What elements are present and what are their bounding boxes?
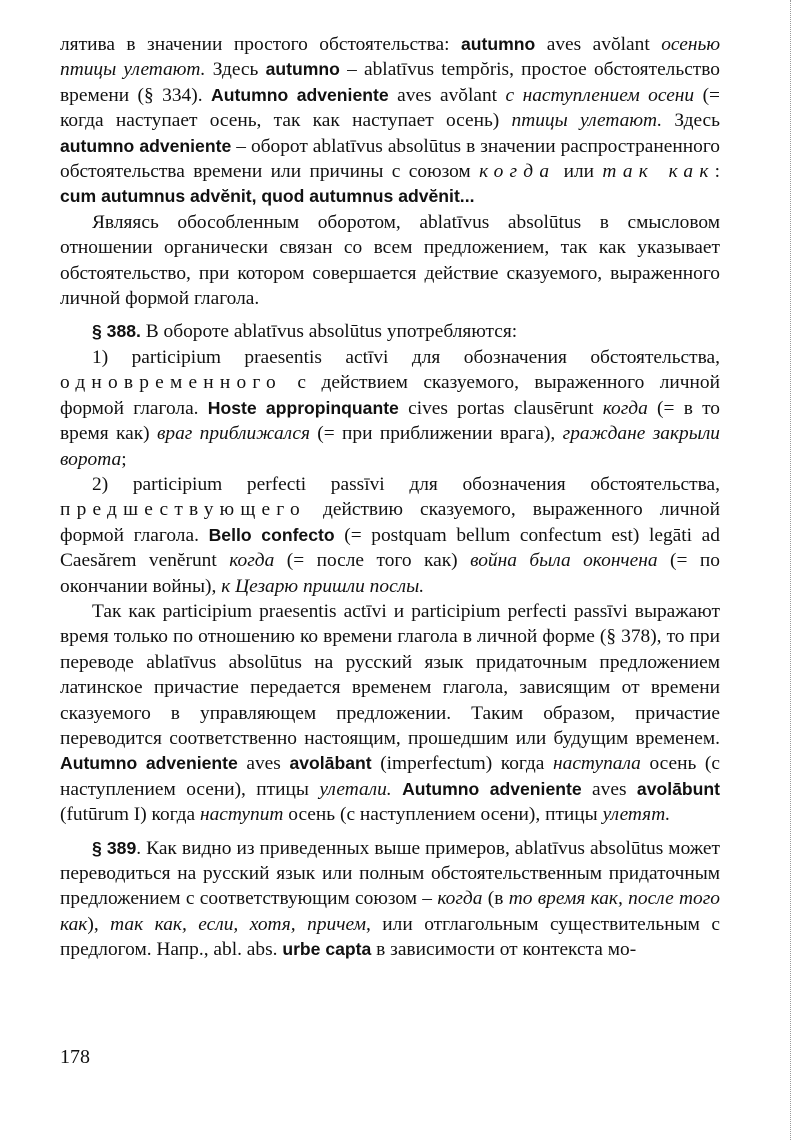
latin-term: Bello confecto: [208, 524, 335, 545]
italic-translation: то время как, после того как: [60, 888, 721, 935]
paragraph: [60, 32, 720, 210]
text-run: – оборот ablatīvus absolūtus в значении распространенного обстоятельства времени или причины с союзом: [60, 135, 720, 183]
list-item: [60, 345, 720, 472]
latin-term: avolābunt: [636, 778, 720, 799]
text-run: Здесь: [205, 59, 266, 81]
paragraph: [60, 210, 720, 312]
spaced-emphasis: одновременного: [60, 372, 282, 394]
text-run: :: [714, 161, 720, 183]
italic-translation: наступит: [199, 804, 284, 826]
italic-translation: улетят.: [602, 804, 671, 826]
italic-translation: враг приближался: [156, 423, 310, 445]
text-run: [392, 779, 402, 800]
latin-term: avolābant: [289, 753, 372, 774]
text-run: с действием сказуемого, выраженного личной формой глагола.: [60, 372, 720, 419]
italic-translation: улетали.: [319, 778, 392, 800]
spaced-emphasis: когда: [479, 161, 556, 183]
text-run: действию сказуемого, выраженного личной формой глагола.: [60, 499, 720, 546]
text-run: 1) participium praesentis actīvi для обозначения обстоятельства,: [92, 346, 720, 368]
text-run: aves avŏlant: [535, 34, 662, 55]
latin-term: Hoste appropinquante: [207, 397, 399, 418]
latin-term: autumno adveniente: [60, 135, 232, 156]
italic-translation: когда: [229, 550, 275, 572]
section-389-paragraph: [60, 836, 720, 963]
italic-translation: так как, если, хотя, причем: [110, 913, 366, 935]
spaced-emphasis: так как: [602, 161, 715, 183]
text-run: (= при приближении врага),: [309, 423, 563, 445]
italic-translation: к Цезарю пришли послы.: [221, 575, 425, 597]
text-run: cives portas clausērunt: [398, 397, 603, 419]
italic-translation: с наступлением осени: [505, 84, 695, 106]
latin-term: cum autumnus advĕnit, quod autumnus advĕnit...: [60, 186, 475, 207]
spaced-emphasis: предшествующего: [60, 499, 306, 521]
latin-term: Autumno adveniente: [60, 753, 238, 774]
latin-term: § 388.: [92, 321, 141, 342]
text-run: или: [555, 161, 603, 183]
text-run: (futūrum I) когда: [60, 804, 200, 826]
latin-term: urbe capta: [282, 939, 372, 960]
text-run: осень (с наступлением осени), птицы: [60, 753, 720, 800]
page-body: [60, 32, 720, 963]
text-run: (= postquam bellum confectum est) legāti ad Caesărem venĕrunt: [60, 524, 720, 572]
text-run: (= по окончании войны),: [60, 550, 720, 597]
text-run: ;: [121, 448, 127, 470]
latin-term: Autumno adveniente: [402, 778, 582, 799]
text-run: aves: [581, 778, 637, 800]
text-run: Являясь обособленным оборотом, ablatīvus absolūtus в смысловом отношении органически связан со всем предложением, так как указывает обстоятельство, при котором совершается действие сказуемого, выраженного личной формой глагола.: [60, 211, 720, 310]
scan-edge-divider: [790, 0, 792, 1140]
text-run: лятива в значении простого обстоятельства:: [60, 34, 461, 55]
text-run: aves: [237, 753, 290, 775]
italic-translation: граждане закрыли ворота: [60, 423, 720, 470]
text-run: Так как participium praesentis actīvi и participium perfecti passīvi выражают время только по отношению ко времени глагола в личной форме (§ 378), то при переводе ablatīvus absolūtus на русский язык придаточным предложением латинское причастие передается временем глагола, зависящим от времени сказуемого в управляющем предложении. Таким образом, причастие переводится соответственно настоящим, прошедшим или будущим временем.: [60, 600, 720, 749]
italic-translation: когда: [437, 888, 483, 910]
text-run: aves avŏlant: [388, 84, 506, 106]
text-run: Здесь: [662, 110, 721, 132]
page-number: 178: [60, 1046, 90, 1068]
text-run: В обороте ablatīvus absolūtus употребляются:: [140, 321, 518, 343]
text-run: (= в то время как): [60, 397, 720, 445]
text-run: , или отглагольным существительным с предлогом. Напр., abl. abs.: [60, 913, 720, 961]
text-run: . Как видно из приведенных выше примеров, ablatīvus absolūtus может переводиться на русский язык или полным обстоятельственным придаточным предложением с соответствующим союзом –: [60, 837, 721, 910]
italic-translation: когда: [602, 397, 648, 419]
text-run: ),: [87, 913, 111, 935]
latin-term: Autumno adveniente: [211, 84, 389, 105]
text-run: (= после того как): [274, 550, 471, 572]
italic-translation: осенью птицы улетают.: [60, 34, 720, 81]
list-item: [60, 472, 720, 599]
italic-translation: наступала: [553, 753, 641, 775]
text-run: в зависимости от контекста мо-: [371, 939, 637, 961]
latin-term: autumno: [460, 34, 536, 54]
text-run: 2) participium perfecti passīvi для обозначения обстоятельства,: [92, 473, 720, 495]
text-run: – ablatīvus tempŏris, простое обстоятельство времени (§ 334).: [60, 59, 721, 106]
latin-term: § 389: [92, 837, 137, 858]
italic-translation: птицы улетают.: [511, 110, 663, 132]
text-run: (= когда наступает осень, так как наступает осень): [60, 84, 720, 132]
section-388-heading: [60, 319, 720, 344]
italic-translation: война была окончена: [470, 550, 658, 572]
latin-term: autumno: [265, 59, 340, 80]
text-run: (в: [482, 888, 509, 910]
text-run: осень (с наступлением осени), птицы: [283, 804, 603, 826]
paragraph: [60, 599, 720, 828]
text-run: (imperfectum) когда: [371, 753, 554, 775]
